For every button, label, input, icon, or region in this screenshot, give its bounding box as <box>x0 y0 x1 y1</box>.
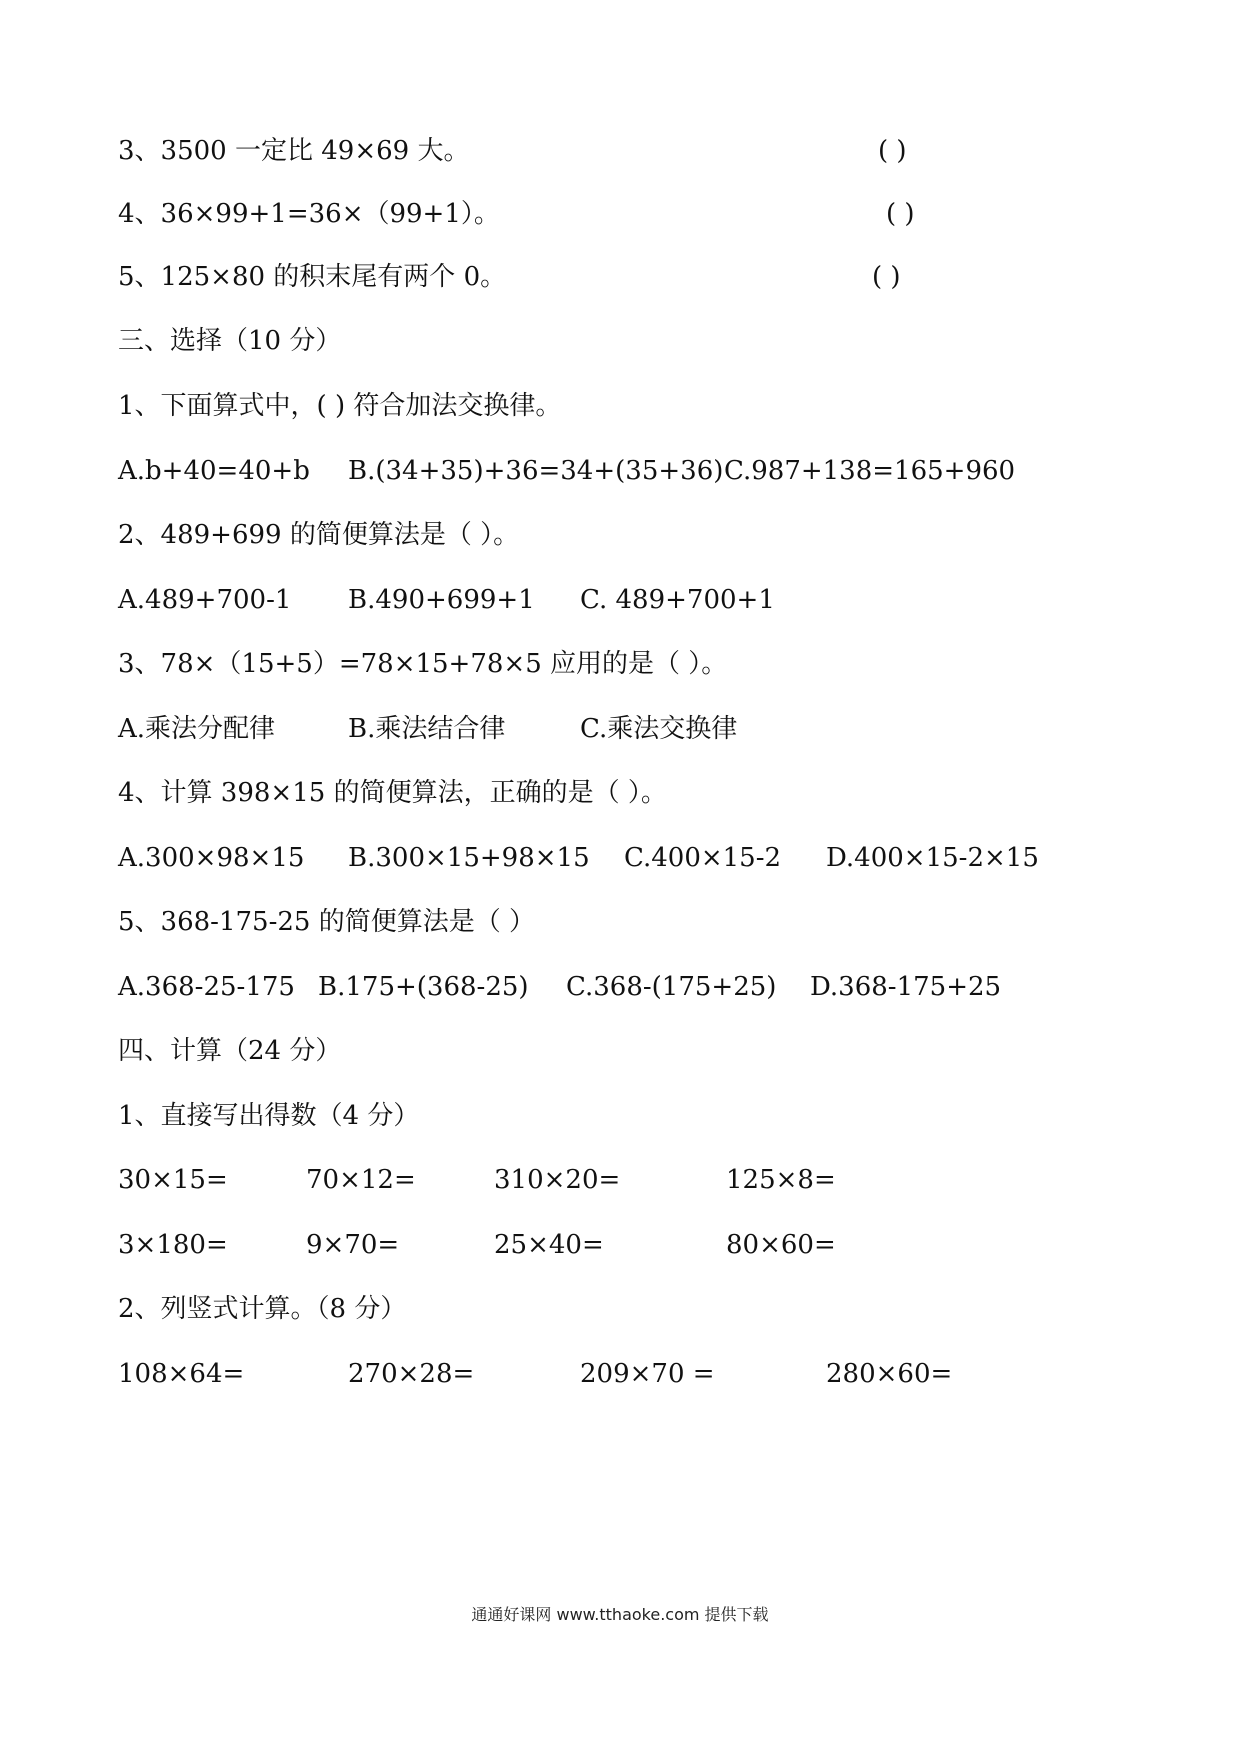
section-3-title: 三、选择（10 分） <box>118 326 342 356</box>
choice-5-option-a: A.368-25-175 <box>118 972 295 1002</box>
choice-4-option-b: B.300×15+98×15 <box>348 843 590 873</box>
choice-2-option-a: A.489+700-1 <box>118 585 292 615</box>
page-footer: 通通好课网 www.tthaoke.com 提供下载 <box>471 1605 769 1624</box>
answer-paren-3: ( ) <box>878 136 907 166</box>
choice-5-option-d: D.368-175+25 <box>810 972 1002 1002</box>
choice-1-option-c: C.987+138=165+960 <box>724 456 1016 486</box>
choice-question-1: 1、下面算式中，( ) 符合加法交换律。 <box>118 391 562 421</box>
vertical-calc-2: 270×28= <box>348 1359 475 1389</box>
vertical-calc-3: 209×70 = <box>580 1359 715 1389</box>
oral-calc-5: 3×180= <box>118 1230 228 1260</box>
choice-3-option-a: A.乘法分配律 <box>118 714 276 744</box>
judge-item-3: 3、3500 一定比 49×69 大。 <box>118 136 470 166</box>
choice-4-option-a: A.300×98×15 <box>118 843 305 873</box>
choice-1-option-a: A.b+40=40+b <box>118 456 310 486</box>
choice-1-option-b: B.(34+35)+36=34+(35+36) <box>348 456 724 486</box>
calc-part-2-title: 2、列竖式计算。（8 分） <box>118 1294 407 1324</box>
oral-calc-2: 70×12= <box>306 1165 416 1195</box>
choice-3-option-c: C.乘法交换律 <box>580 714 738 744</box>
oral-calc-7: 25×40= <box>494 1230 604 1260</box>
answer-paren-5: ( ) <box>872 262 901 292</box>
oral-calc-4: 125×8= <box>726 1165 836 1195</box>
oral-calc-8: 80×60= <box>726 1230 836 1260</box>
choice-4-option-d: D.400×15-2×15 <box>826 843 1039 873</box>
calc-part-1-title: 1、直接写出得数（4 分） <box>118 1101 420 1131</box>
choice-2-option-b: B.490+699+1 <box>348 585 535 615</box>
choice-question-4: 4、计算 398×15 的简便算法，正确的是（ ）。 <box>118 778 667 808</box>
section-4-title: 四、计算（24 分） <box>118 1036 342 1066</box>
vertical-calc-1: 108×64= <box>118 1359 245 1389</box>
choice-5-option-c: C.368-(175+25) <box>566 972 777 1002</box>
judge-item-4: 4、36×99+1=36×（99+1）。 <box>118 199 500 229</box>
choice-question-3: 3、78×（15+5）=78×15+78×5 应用的是（ ）。 <box>118 649 728 679</box>
choice-5-option-b: B.175+(368-25) <box>318 972 529 1002</box>
choice-4-option-c: C.400×15-2 <box>624 843 782 873</box>
choice-question-2: 2、489+699 的简便算法是（ ）。 <box>118 520 520 550</box>
oral-calc-3: 310×20= <box>494 1165 621 1195</box>
vertical-calc-4: 280×60= <box>826 1359 953 1389</box>
judge-item-5: 5、125×80 的积末尾有两个 0。 <box>118 262 507 292</box>
oral-calc-1: 30×15= <box>118 1165 228 1195</box>
answer-paren-4: ( ) <box>886 199 915 229</box>
choice-2-option-c: C. 489+700+1 <box>580 585 775 615</box>
choice-3-option-b: B.乘法结合律 <box>348 714 506 744</box>
choice-question-5: 5、368-175-25 的简便算法是（ ） <box>118 907 535 937</box>
oral-calc-6: 9×70= <box>306 1230 400 1260</box>
